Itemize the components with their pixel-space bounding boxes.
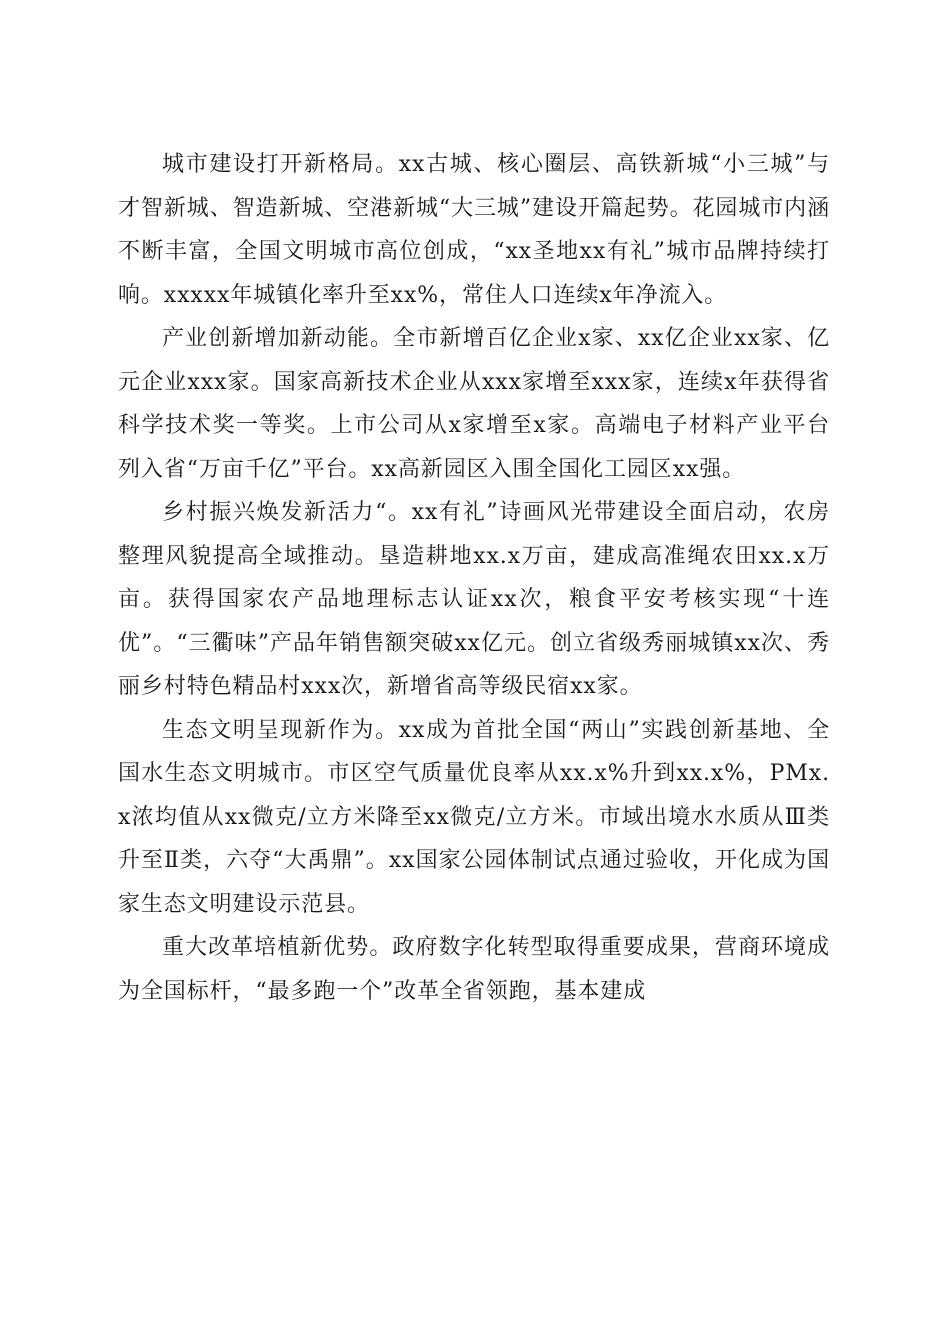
document-body bbox=[118, 143, 830, 1013]
paragraph-rural-revitalization: 乡村振兴焕发新活力“。xx有礼”诗画风光带建设全面启动，农房整理风貌提高全域推动。垦造耕地xx.x万亩，建成高准绳农田xx.x万亩。获得国家农产品地理标志认证xx次，粮食平安考核实现“十连优”。“三衢味”产品年销售额突破xx亿元。创立省级秀丽城镇xx次、秀丽乡村特色精品村xxx次，新增省高等级民宿xx家。 bbox=[118, 500, 830, 699]
paragraph-industrial-innovation: 产业创新增加新动能。全市新增百亿企业x家、xx亿企业xx家、亿元企业xxx家。国家高新技术企业从xxx家增至xxx家，连续x年获得省科学技术奖一等奖。上市公司从x家增至x家。高端电子材料产业平台列入省“万亩千亿”平台。xx高新园区入围全国化工园区xx强。 bbox=[118, 326, 830, 482]
paragraph-ecological-civilization: 生态文明呈现新作为。xx成为首批全国“两山”实践创新基地、全国水生态文明城市。市区空气质量优良率从xx.x%升到xx.x%，PMx.x浓均值从xx微克/立方米降至xx微克/立方米。市域出境水水质从Ⅲ类升至Ⅱ类，六夺“大禹鼎”。xx国家公园体制试点通过验收，开化成为国家生态文明建设示范县。 bbox=[118, 717, 830, 917]
paragraph-urban-construction: 城市建设打开新格局。xx古城、核心圈层、高铁新城“小三城”与才智新城、智造新城、空港新城“大三城”建设开篇起势。花园城市内涵不断丰富，全国文明城市高位创成，“xx圣地xx有礼”城市品牌持续打响。xxxxx年城镇化率升至xx%，常住人口连续x年净流入。 bbox=[118, 152, 830, 308]
paragraph-major-reform: 重大改革培植新优势。政府数字化转型取得重要成果，营商环境成为全国标杆，“最多跑一个”改革全省领跑，基本建成 bbox=[118, 935, 830, 1004]
